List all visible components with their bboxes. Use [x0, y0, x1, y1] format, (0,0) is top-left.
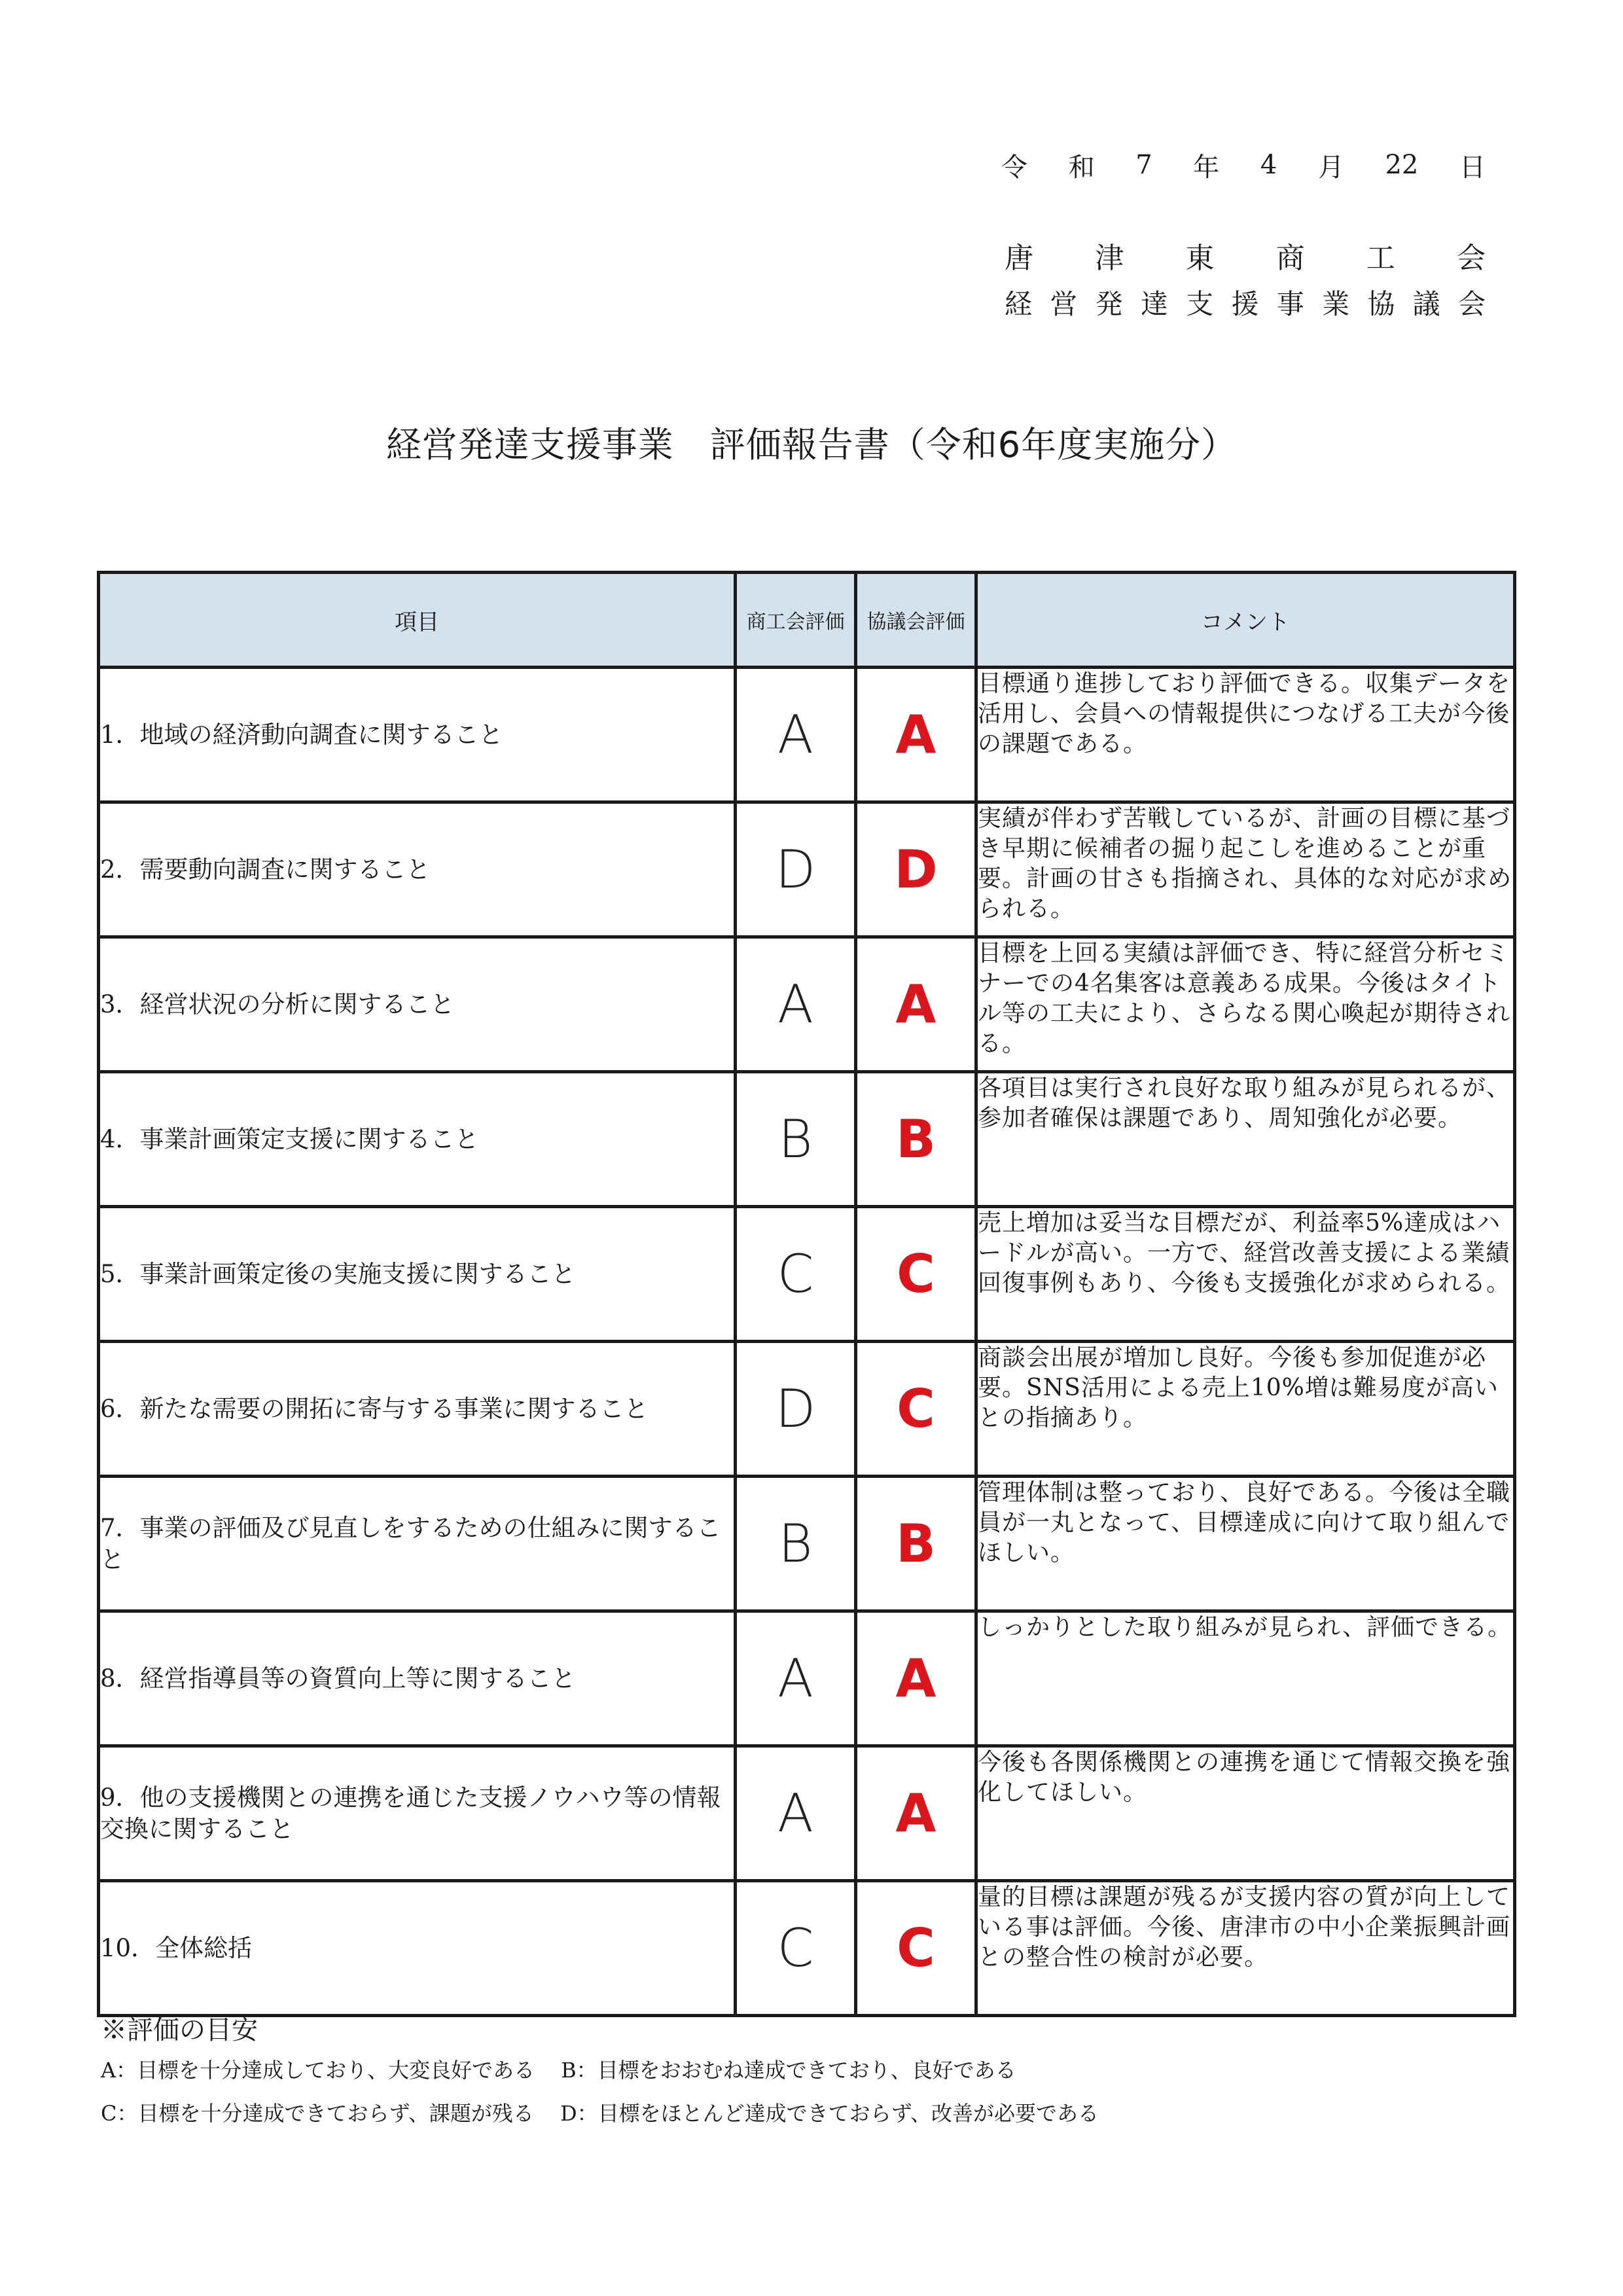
row-item: 9．他の支援機関との連携を通じた支援ノウハウ等の情報交換に関すること [99, 1746, 736, 1881]
row-council-rating: A [856, 1746, 976, 1881]
row-item: 1．地域の経済動向調査に関すること [99, 668, 736, 802]
date-part: 4 [1260, 150, 1277, 180]
table-row [99, 1207, 1515, 1342]
org-name-line1 [1005, 236, 1486, 275]
date-part: 年 [1193, 152, 1220, 183]
org-char: 唐 [1005, 242, 1033, 275]
row-self-rating: A [736, 1746, 856, 1881]
org-char: 支 [1186, 288, 1214, 320]
row-comment: しっかりとした取り組みが見られ、評価できる。 [976, 1611, 1515, 1746]
row-self-rating: C [736, 1207, 856, 1342]
org-char: 会 [1456, 242, 1486, 275]
row-self-rating: A [736, 668, 856, 802]
row-council-rating: A [856, 1611, 976, 1746]
table-row [99, 937, 1515, 1072]
header-self-rating: 商工会評価 [736, 573, 856, 668]
rating-guide-a: A：目標を十分達成しており、大変良好である [101, 2058, 535, 2083]
table-row [99, 1342, 1515, 1477]
header-comment: コメント [976, 573, 1515, 668]
table-header-row [99, 573, 1515, 668]
table-row [99, 802, 1515, 937]
page-title: 経営発達支援事業 評価報告書（令和6年度実施分） [385, 424, 1238, 465]
row-council-rating: A [856, 668, 976, 802]
row-council-rating: D [856, 802, 976, 937]
table-row [99, 1746, 1515, 1881]
table-row [99, 1881, 1515, 2016]
org-char: 業 [1322, 288, 1350, 320]
row-item: 6．新たな需要の開拓に寄与する事業に関すること [99, 1342, 736, 1477]
row-council-rating: C [856, 1207, 976, 1342]
row-item: 2．需要動向調査に関すること [99, 802, 736, 937]
report-date [1001, 145, 1486, 185]
table-row [99, 1611, 1515, 1746]
row-self-rating: B [736, 1477, 856, 1611]
row-self-rating: A [736, 1611, 856, 1746]
row-comment: 目標を上回る実績は評価でき、特に経営分析セミナーでの4名集客は意義ある成果。今後はタイトル等の工夫により、さらなる関心喚起が期待される。 [976, 937, 1515, 1072]
date-part: 月 [1317, 152, 1344, 183]
org-char: 援 [1231, 288, 1259, 320]
row-comment: 各項目は実行され良好な取り組みが見られるが、参加者確保は課題であり、周知強化が必要。 [976, 1072, 1515, 1207]
row-comment: 実績が伴わず苦戦しているが、計画の目標に基づき早期に候補者の掘り起こしを進めることが重要。計画の甘さも指摘され、具体的な対応が求められる。 [976, 802, 1515, 937]
org-char: 東 [1185, 242, 1215, 275]
row-council-rating: B [856, 1072, 976, 1207]
org-char: 発 [1095, 288, 1123, 320]
date-part: 22 [1385, 150, 1419, 180]
date-part: 和 [1068, 152, 1095, 183]
row-comment: 目標通り進捗しており評価できる。収集データを活用し、会員への情報提供につなげる工夫が今後の課題である。 [976, 668, 1515, 802]
table-row [99, 668, 1515, 802]
row-item: 7．事業の評価及び見直しをするための仕組みに関すること [99, 1477, 736, 1611]
row-item: 5．事業計画策定後の実施支援に関すること [99, 1207, 736, 1342]
org-char: 経 [1005, 288, 1033, 320]
org-name-line2 [1005, 283, 1486, 322]
row-comment: 管理体制は整っており、良好である。今後は全職員が一丸となって、目標達成に向けて取り組んでほしい。 [976, 1477, 1515, 1611]
org-char: 津 [1095, 242, 1124, 275]
row-self-rating: D [736, 802, 856, 937]
row-self-rating: D [736, 1342, 856, 1477]
row-council-rating: C [856, 1342, 976, 1477]
table-row [99, 1477, 1515, 1611]
row-self-rating: C [736, 1881, 856, 2016]
row-item: 8．経営指導員等の資質向上等に関すること [99, 1611, 736, 1746]
row-comment: 量的目標は課題が残るが支援内容の質が向上している事は評価。今後、唐津市の中小企業振興計画との整合性の検討が必要。 [976, 1881, 1515, 2016]
table-row [99, 1072, 1515, 1207]
row-council-rating: C [856, 1881, 976, 2016]
rating-guide-line [101, 2054, 1016, 2087]
org-char: 工 [1366, 242, 1395, 275]
rating-guide-line [101, 2097, 1099, 2130]
row-item: 4．事業計画策定支援に関すること [99, 1072, 736, 1207]
row-comment: 売上増加は妥当な目標だが、利益率5%達成はハードルが高い。一方で、経営改善支援による業績回復事例もあり、今後も支援強化が求められる。 [976, 1207, 1515, 1342]
org-char: 協 [1367, 288, 1395, 320]
date-part: 7 [1135, 150, 1152, 180]
row-council-rating: B [856, 1477, 976, 1611]
rating-guide-b: B：目標をおおむね達成できており、良好である [561, 2058, 1016, 2083]
evaluation-table [97, 571, 1516, 2017]
date-part: 日 [1459, 152, 1486, 183]
row-council-rating: A [856, 937, 976, 1072]
rating-guide-c: C：目標を十分達成できておらず、課題が残る [101, 2101, 534, 2126]
row-item: 3．経営状況の分析に関すること [99, 937, 736, 1072]
rating-guide-title: ※評価の目安 [101, 2015, 258, 2045]
row-item: 10．全体総括 [99, 1881, 736, 2016]
row-self-rating: A [736, 937, 856, 1072]
row-comment: 今後も各関係機関との連携を通じて情報交換を強化してほしい。 [976, 1746, 1515, 1881]
org-char: 事 [1276, 288, 1304, 320]
org-char: 会 [1457, 288, 1486, 320]
org-char: 商 [1275, 242, 1305, 275]
date-part: 令 [1001, 152, 1027, 183]
header-item: 項目 [99, 573, 736, 668]
org-char: 議 [1412, 288, 1440, 320]
org-char: 営 [1050, 288, 1078, 320]
org-char: 達 [1140, 288, 1168, 320]
header-council-rating: 協議会評価 [856, 573, 976, 668]
row-comment: 商談会出展が増加し良好。今後も参加促進が必要。SNS活用による売上10%増は難易度が高いとの指摘あり。 [976, 1342, 1515, 1477]
rating-guide-d: D：目標をほとんど達成できておらず、改善が必要である [560, 2101, 1099, 2126]
row-self-rating: B [736, 1072, 856, 1207]
